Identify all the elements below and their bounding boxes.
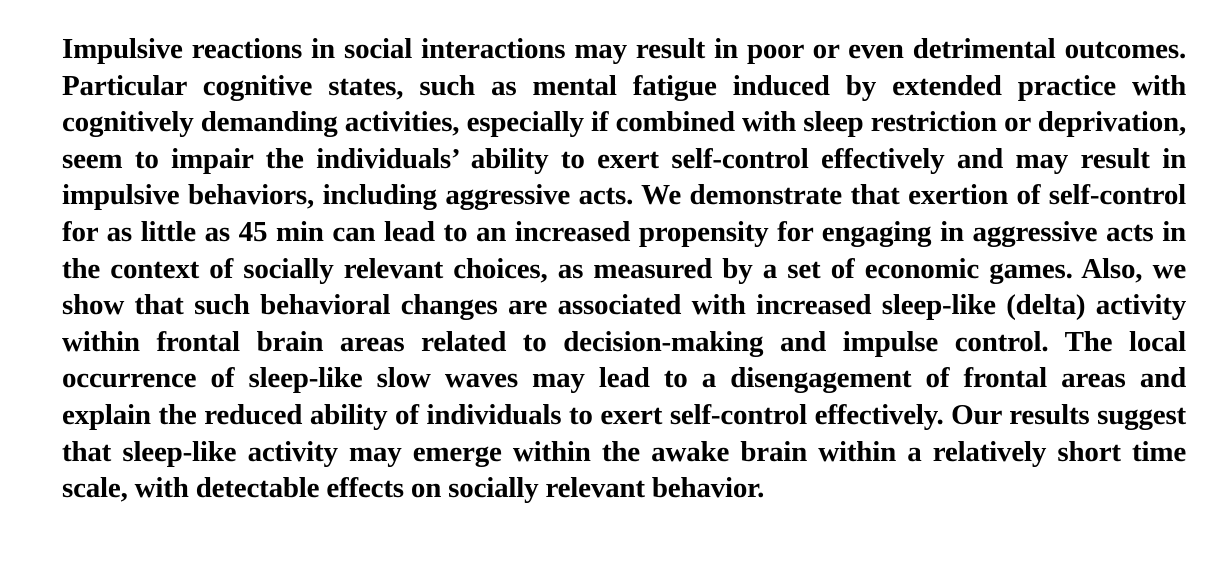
abstract-block [62,31,1186,507]
abstract-paragraph: Impulsive reactions in social interactions may result in poor or even detrimental outcomes. Particular cognitive states, such as mental fatigue induced by extended practice with cognitively demanding activities, especially if combined with sleep restriction or deprivation, seem to impair the individuals’ ability to exert self-control effectively and may result in impulsive behaviors, including aggressive acts. We demonstrate that exertion of self-control for as little as 45 min can lead to an increased propensity for engaging in aggressive acts in the context of socially relevant choices, as measured by a set of economic games. Also, we show that such behavioral changes are associated with increased sleep-like (delta) activity within frontal brain areas related to decision-making and impulse control. The local occurrence of sleep-like slow waves may lead to a disengagement of frontal areas and explain the reduced ability of individuals to exert self-control effectively. Our results suggest that sleep-like activity may emerge within the awake brain within a relatively short time scale, with detectable effects on socially relevant behavior. [62,33,1186,505]
